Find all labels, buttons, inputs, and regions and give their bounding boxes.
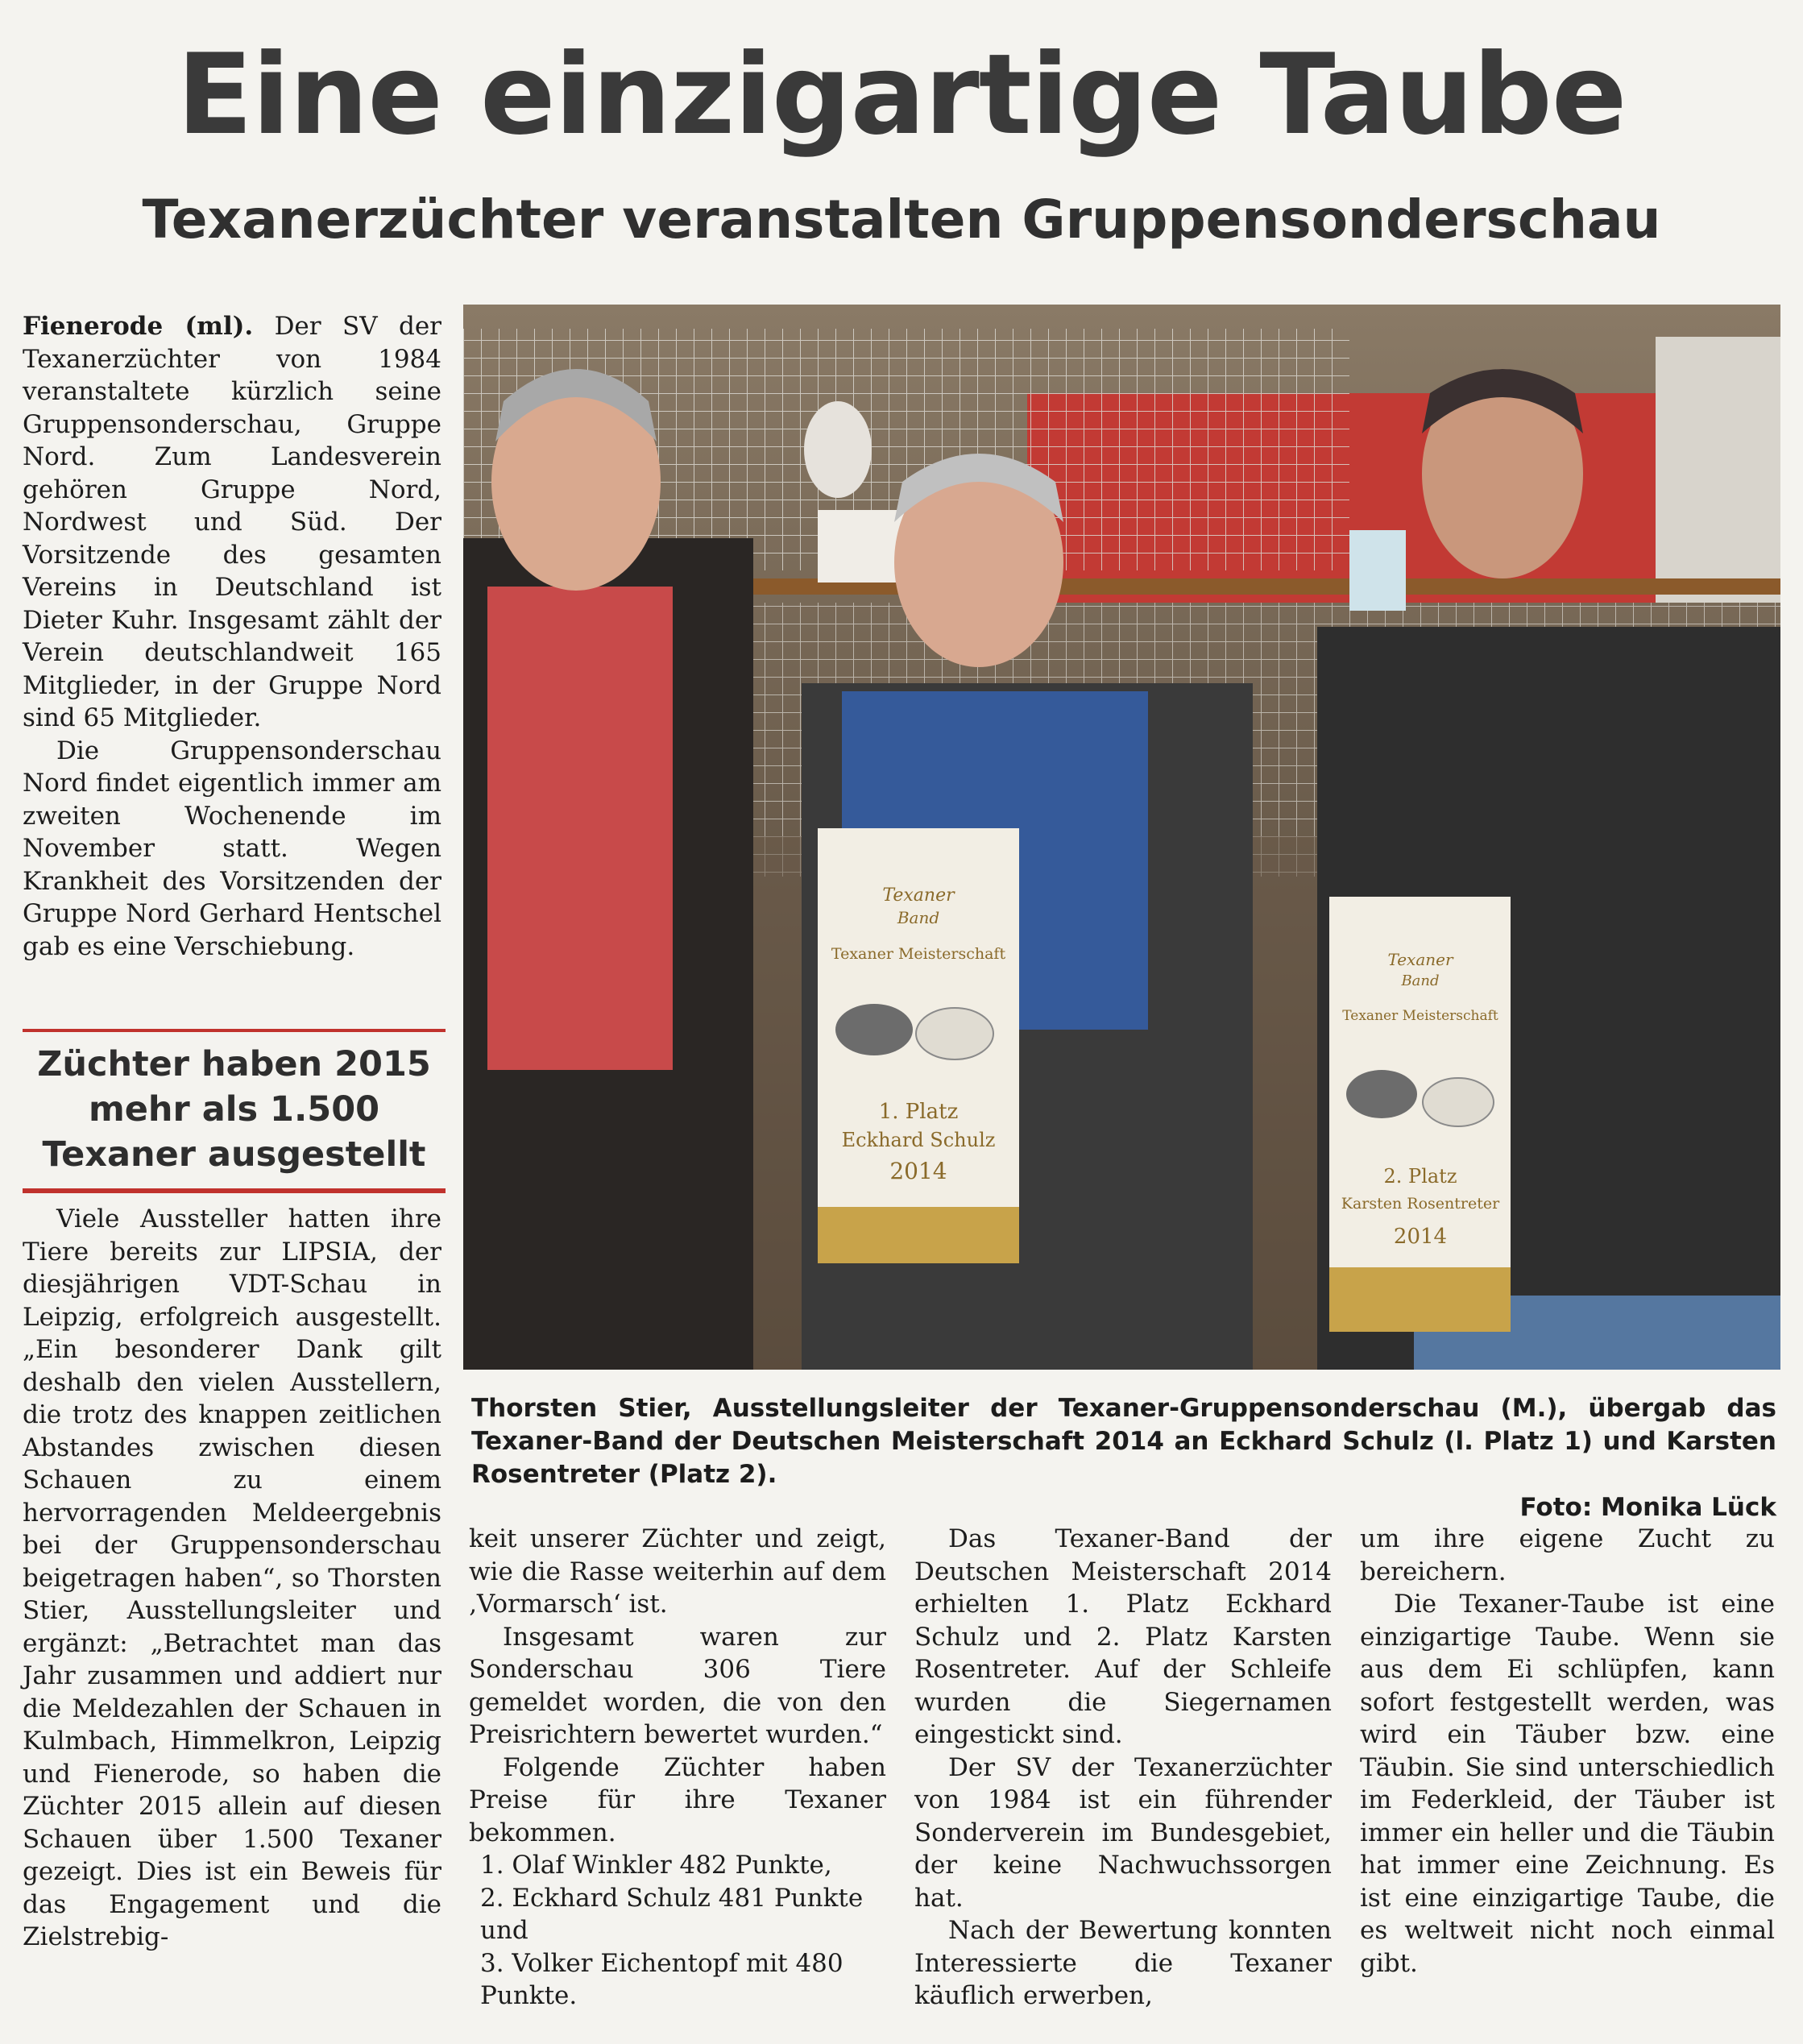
banner-2-name: Karsten Rosentreter [1341,1195,1500,1213]
subheadline: Texanerzüchter veranstalten Gruppensonderschau [142,189,1661,251]
col4-paragraph-2: Die Texaner-Taube ist eine einzigartige Taube. Wenn sie aus dem Ei schlüpfen, kann sofort festgestellt werden, was wird ein Täuber bzw. eine Täubin. Sie sind unterschiedlich im Federkleid, der Täuber ist immer ein heller und die Täubin hat immer eine Zeichnung. Es ist eine einzigartige Taube, die es weltweit nicht noch einmal gibt. [1360,1590,1775,1978]
photo-caption [471,1392,1776,1524]
headline: Eine einzigartige Taube [176,30,1627,160]
banner-1-top: Texaner [882,885,955,906]
banner-1-name: Eckhard Schulz [841,1129,996,1151]
col2-paragraph-2: Insgesamt waren zur Sonderschau 306 Tiere gemeldet worden, die von den Preisrichtern bewertet wurden.“ [469,1622,886,1749]
banner-2-year: 2014 [1393,1225,1448,1249]
caption-text: Thorsten Stier, Ausstellungsleiter der Texaner-Gruppensonderschau (M.), übergab das Texaner-Band der Deutschen Meisterschaft 2014 an Eckhard Schulz (l. Platz 1) und Karsten Rosentreter (Platz 2). [471,1394,1776,1489]
banner-2-mid: Band [1401,972,1440,989]
intro-text-1: Der SV der Texanerzüchter von 1984 veranstaltete kürzlich seine Gruppensonderschau, Gruppe Nord. Zum Landesverein gehören Gruppe Nord, Nordwest und Süd. Der Vorsitzende des gesamten Vereins in Deutschland ist Dieter Kuhr. Insgesamt zählt der Verein deutschlandweit 165 Mitglieder, in der Gruppe Nord sind 65 Mitglieder. [23,312,441,732]
pigeon-in-cage [804,401,872,498]
box-heading: Züchter haben 2015 mehr als 1.500 Texaner ausgestellt [37,1044,431,1175]
col3-paragraph-1: Das Texaner-Band der Deutschen Meisterschaft 2014 erhielten 1. Platz Eckhard Schulz und 2. Platz Karsten Rosentreter. Auf der Schleife wurden die Siegernamen eingestickt sind. [914,1524,1332,1749]
article-column-4 [1360,1523,1775,1980]
banner-1-place: 1. Platz [878,1100,959,1124]
white-panel [1656,337,1780,603]
subheading-box [23,1029,446,1193]
list-item: 2. Eckhard Schulz 481 Punkte und [480,1883,864,1945]
col3-paragraph-3: Nach der Bewertung konnten Interessierte die Texaner käuflich erwerben, [914,1916,1332,2010]
photo-illustration [463,305,1780,1370]
banner-1-year: 2014 [889,1158,947,1184]
intro-paragraph-2: Die Gruppensonderschau Nord findet eigentlich immer am zweiten Wochenende im November statt. Wegen Krankheit des Vorsitzenden der Gruppe Nord Gerhard Hentschel gab es eine Verschiebung. [23,736,441,961]
banner-2-top: Texaner [1387,950,1453,969]
photo-credit: Foto: Monika Lück [1519,1493,1776,1522]
article-column-1 [23,1203,441,1954]
col2-paragraph-3: Folgende Züchter haben Preise für ihre Texaner bekommen. [469,1752,886,1847]
banner-2-place: 2. Platz [1383,1165,1457,1188]
list-item: 1. Olaf Winkler 482 Punkte, [480,1851,832,1880]
banner-2nd-place [1329,897,1511,1332]
list-item: 3. Volker Eichentopf mit 480 Punkte. [480,1948,843,2010]
col4-paragraph-1: um ihre eigene Zucht zu bereichern. [1360,1524,1775,1586]
cage-tag [1349,530,1406,611]
banner-1-mid: Band [897,908,940,927]
article-column-3 [914,1523,1332,2013]
intro-paragraph-1 [23,310,441,735]
article-column-2 [469,1523,886,2013]
col3-paragraph-2: Der SV der Texanerzüchter von 1984 ist ein führender Sonderverein im Bundesgebiet, der keine Nachwuchssorgen hat. [914,1752,1332,1913]
col2-paragraph-1: keit unserer Züchter und zeigt, wie die Rasse weiterhin auf dem ‚Vormarsch‘ ist. [469,1524,886,1619]
intro-column [23,310,441,963]
banner-1-sub: Texaner Meisterschaft [831,945,1006,963]
banner-2-sub: Texaner Meisterschaft [1342,1008,1498,1024]
article-photo [463,305,1780,1370]
col1-paragraph-1: Viele Aussteller hatten ihre Tiere bereits zur LIPSIA, der diesjährigen VDT-Schau in Leipzig, erfolgreich ausgestellt. „Ein besonderer Dank gilt deshalb den vielen Ausstellern, die trotz des knappen zeitlichen Abstandes zwischen diesen Schauen zu einem hervorragenden Meldeergebnis bei der Gruppensonderschau beigetragen haben“, so Thorsten Stier, Ausstellungsleiter und ergänzt: „Betrachtet man das Jahr zusammen und addiert nur die Meldezahlen der Schauen in Kulmbach, Himmelkron, Leipzig und Fienerode, so haben die Züchter 2015 allein auf diesen Schauen über 1.500 Texaner gezeigt. Dies ist ein Beweis für das Engagement und die Zielstrebig- [23,1204,441,1951]
banner-1st-place [818,828,1019,1263]
dateline: Fienerode (ml). [23,312,254,341]
